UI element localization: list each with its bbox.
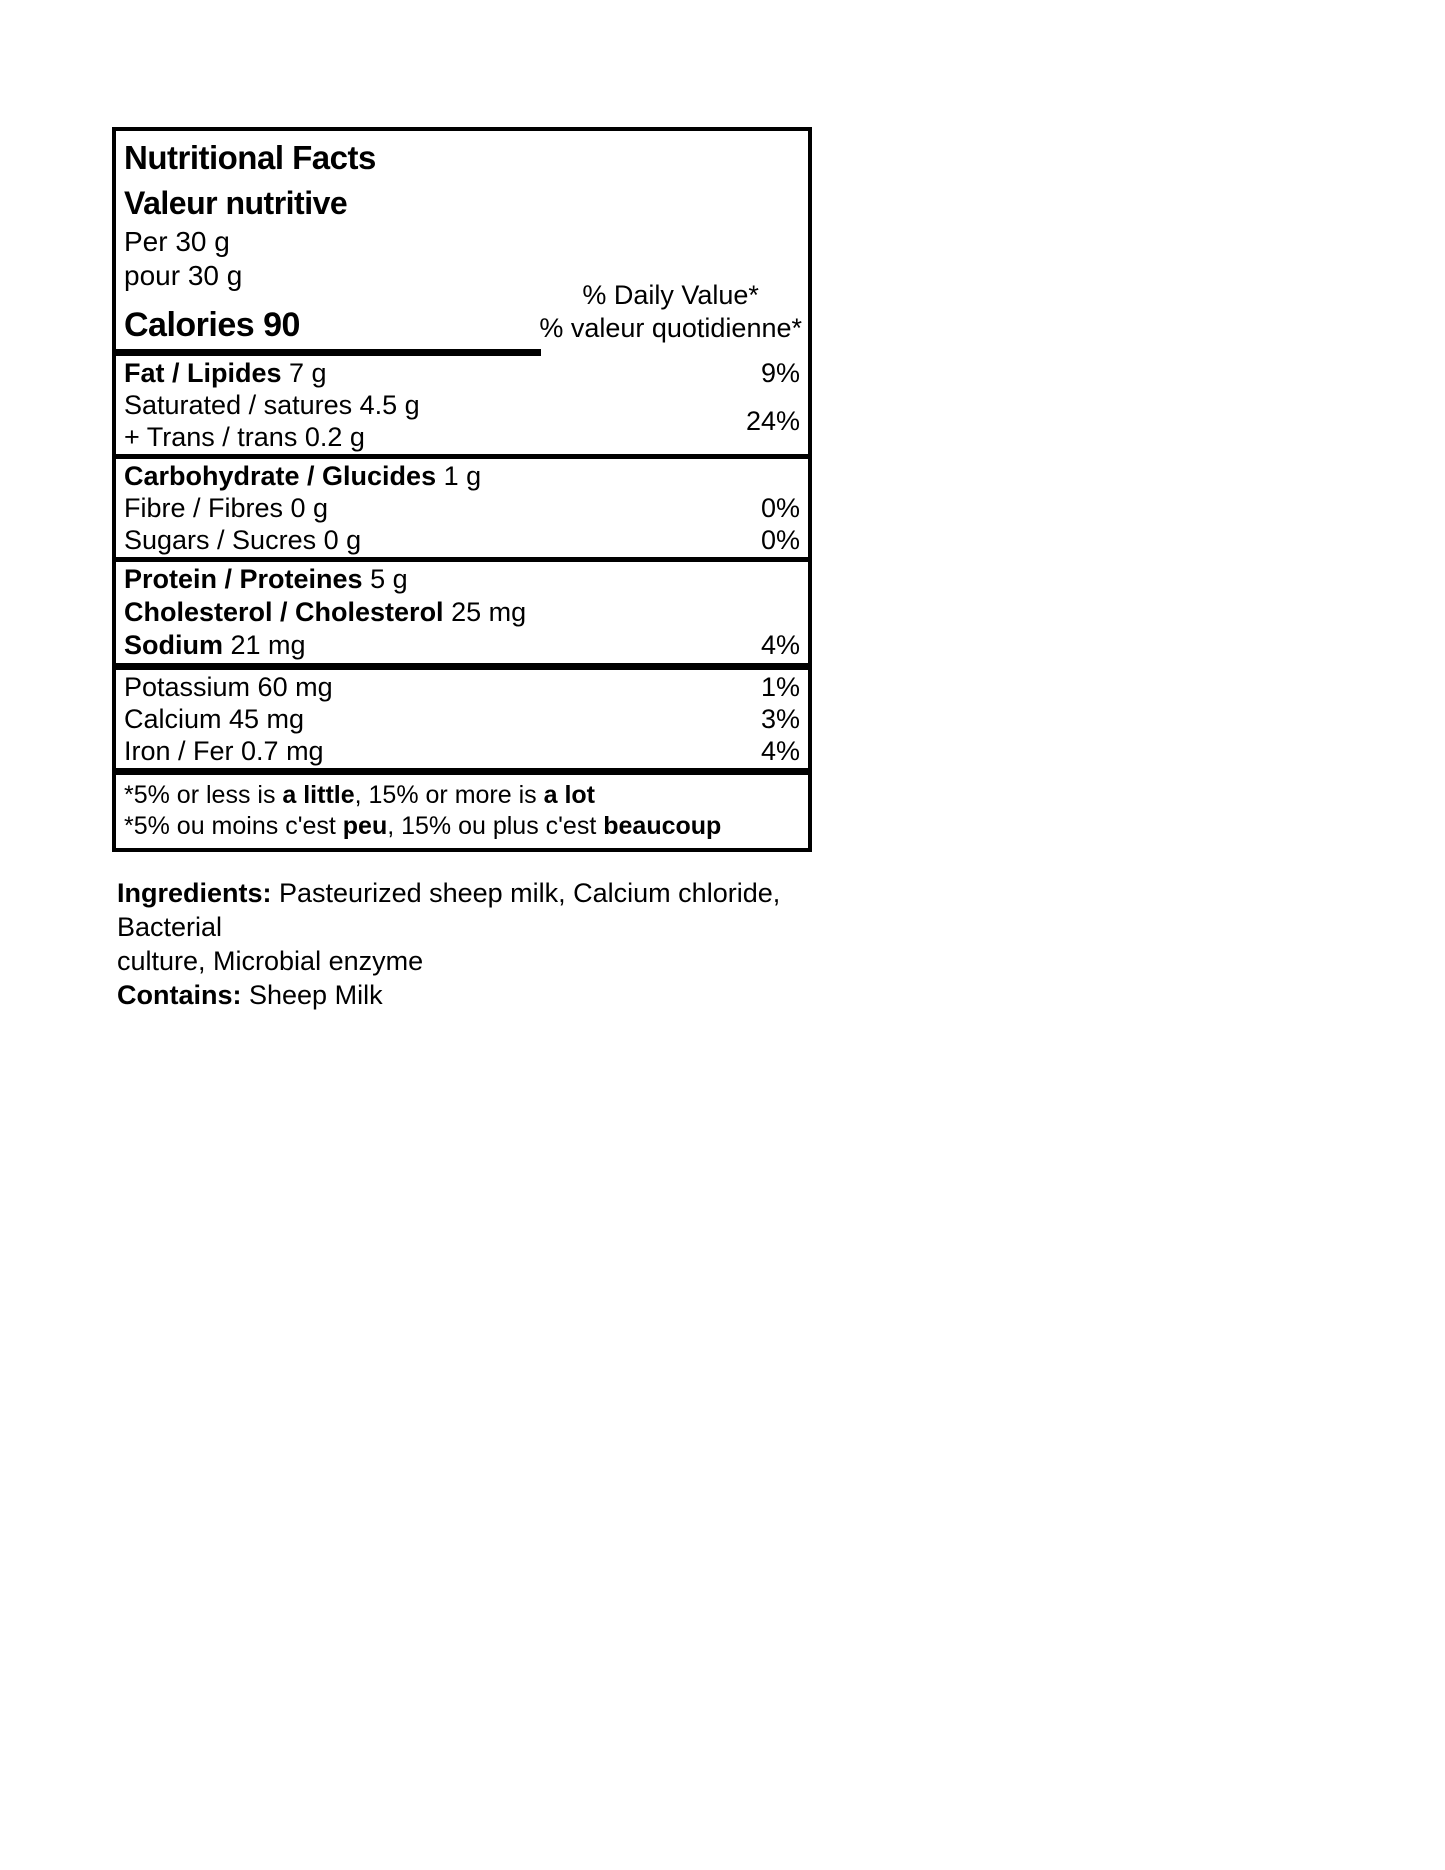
contains-line: Contains: Sheep Milk: [117, 980, 383, 1010]
daily-value-header-fr: % valeur quotidienne*: [539, 313, 802, 343]
section-divider-thick: [116, 663, 808, 670]
ingredients-heading: Ingredients:: [117, 878, 272, 908]
nutrient-row-saturated: Saturated / satures 4.5 g: [124, 390, 420, 420]
nutrient-row-sugars: [116, 524, 808, 556]
section-divider-thick: [116, 768, 808, 775]
calories-line: Calories 90: [124, 306, 300, 344]
section-minerals: [116, 670, 808, 768]
daily-value-iron: 4%: [760, 736, 800, 766]
daily-value-calcium: 3%: [760, 704, 800, 734]
contains-heading: Contains:: [117, 980, 242, 1010]
nutrient-row-cholesterol: [116, 596, 808, 629]
nutrient-label: Iron / Fer 0.7 mg: [124, 736, 324, 766]
daily-value-fibre: 0%: [760, 493, 800, 523]
nutrient-row-fat: [116, 357, 808, 389]
daily-value-potassium: 1%: [760, 672, 800, 702]
nutrient-row-iron: [116, 735, 808, 767]
nutrient-label: Fibre / Fibres 0 g: [124, 493, 329, 523]
daily-value-fat: 9%: [760, 358, 800, 388]
ingredients-line-2: culture, Microbial enzyme: [117, 946, 424, 976]
label-subtitle-fr: Valeur nutritive: [124, 185, 348, 221]
nutrient-label: Carbohydrate / Glucides 1 g: [124, 461, 482, 491]
nutrient-row-trans: + Trans / trans 0.2 g: [124, 422, 365, 452]
nutrient-row-protein: [116, 563, 808, 596]
nutrient-label: Protein / Proteines 5 g: [124, 564, 408, 594]
section-carbohydrate: [116, 459, 808, 557]
calories-rule: [116, 349, 541, 356]
label-header: [116, 131, 808, 349]
footnote-fr: *5% ou moins c'est peu, 15% ou plus c'est beaucoup: [124, 812, 722, 840]
section-protein: [116, 562, 808, 663]
section-fat: [116, 356, 808, 454]
nutrient-label: Sodium 21 mg: [124, 630, 306, 660]
nutrient-label: Potassium 60 mg: [124, 672, 333, 702]
daily-value-header: [539, 279, 802, 345]
nutrient-label: Cholesterol / Cholesterol 25 mg: [124, 597, 527, 627]
nutrient-row-potassium: [116, 671, 808, 703]
nutrient-label: Fat / Lipides 7 g: [124, 358, 327, 388]
daily-value-sugars: 0%: [760, 525, 800, 555]
daily-value-saturated-trans: 24%: [745, 405, 800, 436]
nutrient-label: Calcium 45 mg: [124, 704, 305, 734]
nutrient-row-calcium: [116, 703, 808, 735]
daily-value-sodium: 4%: [760, 630, 800, 660]
label-title: Nutritional Facts: [124, 139, 376, 176]
nutrient-row-sodium: [116, 629, 808, 662]
serving-size-en: Per 30 g: [124, 226, 230, 257]
nutrient-row-carbohydrate: [116, 460, 808, 492]
serving-size-fr: pour 30 g: [124, 260, 243, 291]
footnote-en: *5% or less is a little, 15% or more is a lot: [124, 781, 595, 809]
footnote: [116, 775, 808, 848]
nutrition-facts-label: [112, 127, 812, 852]
nutrient-group-saturated-trans: [116, 389, 808, 453]
nutrient-label: Sugars / Sucres 0 g: [124, 525, 362, 555]
ingredients-line-1: Ingredients: Pasteurized sheep milk, Calcium chloride, Bacterial: [117, 878, 781, 942]
nutrient-label: [124, 389, 420, 453]
daily-value-header-en: % Daily Value*: [582, 280, 759, 310]
nutrient-row-fibre: [116, 492, 808, 524]
ingredients-block: [117, 876, 877, 1012]
